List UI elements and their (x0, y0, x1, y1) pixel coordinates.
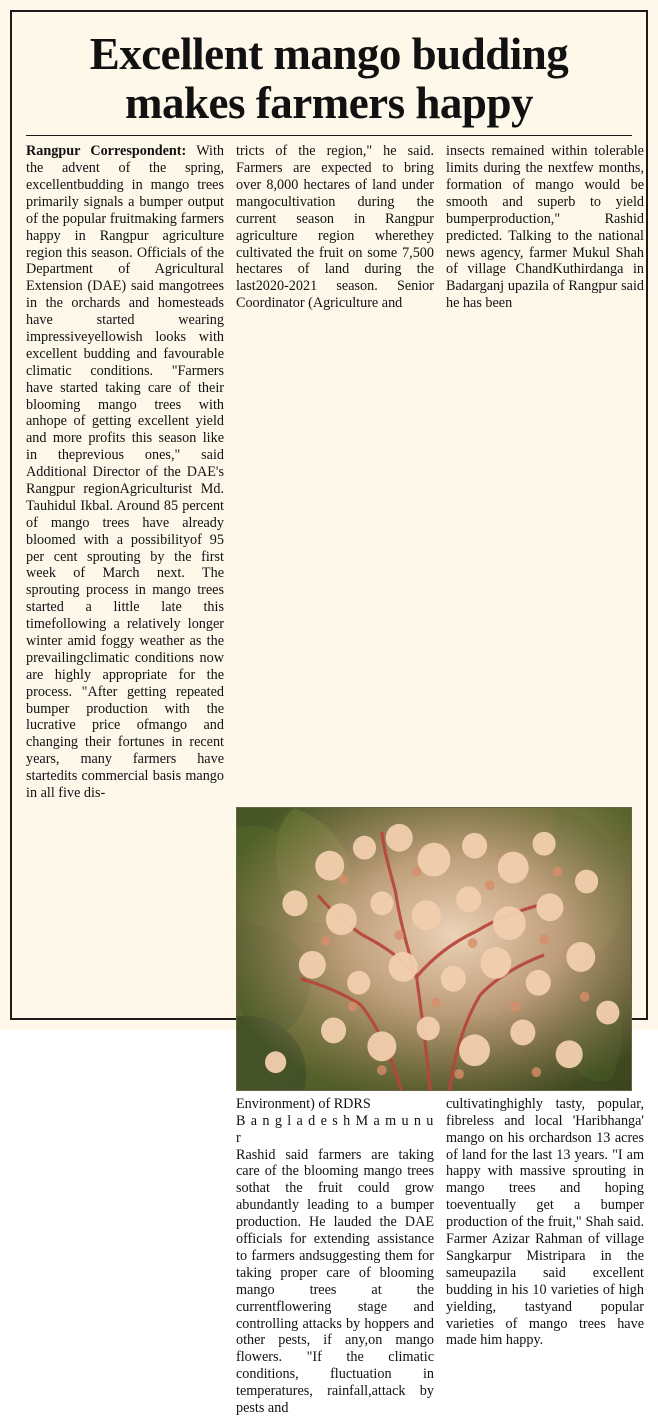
column-two (236, 143, 434, 312)
photo-wrapper (236, 807, 632, 1091)
column-two-bottom-lead: Environment) of RDRS (236, 1095, 371, 1112)
column-three-bottom (446, 1096, 644, 1349)
column-three (446, 143, 644, 312)
column-three-bottom-text: cultivatinghighly tasty, popular, fibreless and local 'Haribhanga' mango on his orchardson 13 acres of land for the last 13 years. "I am happy with massive sprouting in mango trees and hoping toeventually get a bumper production of the fruit," Shah said. Farmer Azizar Rahman of village Sangkarpur Mistripara in the sameupazila said excellent budding in his 10 varieties of high yielding, tastyand popular varieties of mango trees have made him happy. (446, 1095, 644, 1349)
headline-divider (26, 135, 632, 136)
headline-line-2: makes farmers happy (125, 77, 533, 128)
mango-blossom-photo (236, 807, 632, 1091)
column-one-body (26, 143, 224, 802)
column-two-bottom-text: Rashid said farmers are taking care of the blooming mango trees sothat the fruit could grow abundantly leading to a bumper production. He lauded the DAE officials for extending assistance to farmers andsuggesting them for taking proper care of blooming mango trees at the currentflowering stage and controlling attacks by hoppers and other pests, if any,on mango flowers. "If the climatic conditions, fluctuation in temperatures, rainfall,attack by pests and (236, 1146, 434, 1416)
photo-block (26, 802, 632, 1096)
column-one (26, 143, 224, 802)
column-two-bottom (236, 1096, 434, 1417)
column-three-text: insects remained within tolerable limits during the nextfew months, formation of mango would be smooth and superb to yield bumperproduction," Rashid predicted. Talking to the national news agency, farmer Mukul Shah of village ChandKuthirdanga in Badarganj upazila of Rangpur said he has been (446, 143, 644, 312)
column-two-text: tricts of the region," he said. Farmers are expected to bring over 8,000 hectares of land under mangocultivation during the current season in Rangpur agriculture region wherethey cultivated the fruit on some 7,500 hectares of land during the last2020-2021 season. Senior Coordinator (Agriculture and (236, 143, 434, 312)
column-one-text: With the advent of the spring, excellentbudding in mango trees primarily signals a bumper output of the popular fruitmaking farmers happy in Rangpur agriculture region this season. Officials of the Department of Agricultural Extension (DAE) said mangotrees in the orchards and homesteads have started wearing impressiveyellowish looks with excellent budding and favourable climatic conditions. "Farmers have started taking care of their blooming mango trees with anhope of getting excellent yield and more profits this season like in theprevious ones," said Additional Director of the DAE's Rangpur regionAgriculturist Md. Tauhidul Ikbal. Around 85 percent of mango trees have already bloomed with a possibilityof 95 per cent sprouting by the first week of March next. The sprouting process in mango trees started a little late this timefollowing a relatively longer winter amid foggy weather as the prevailingclimatic conditions now are highly appropriate for the process. "After getting repeated bumper production with the lucrative price ofmango and changing their fortunes in recent years, many farmers have startedits commercial basis mango in all five dis- (26, 143, 225, 802)
headline-line-1: Excellent mango budding (89, 29, 569, 79)
top-columns (26, 143, 644, 802)
page-title (26, 30, 632, 127)
article-sheet (10, 10, 648, 1416)
bottom-columns (26, 1095, 644, 1417)
column-two-bottom-spaced: B a n g l a d e s h M a m u n u r (236, 1112, 434, 1146)
byline: Rangpur Correspondent: (26, 143, 187, 160)
